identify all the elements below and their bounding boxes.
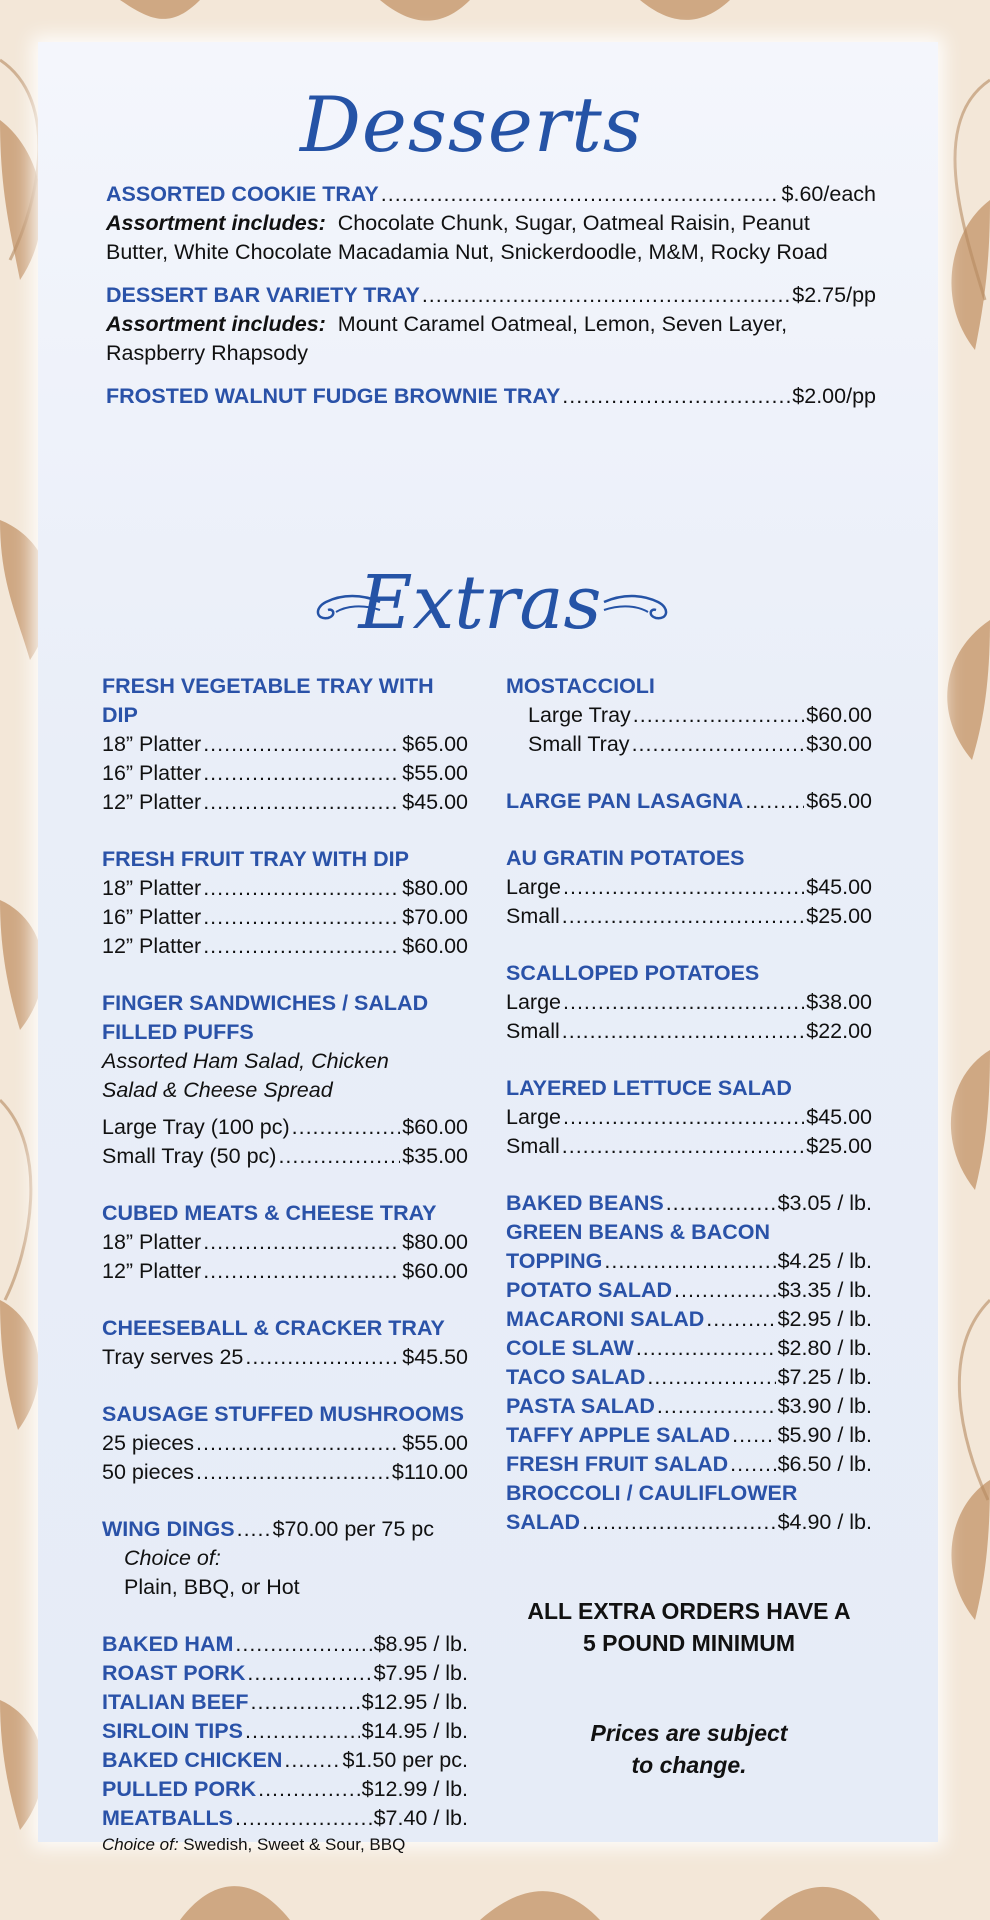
item-name: WING DINGS [102, 1517, 235, 1541]
leader-dots [381, 180, 780, 209]
section-title: FRESH VEGETABLE TRAY WITH DIP [102, 674, 434, 727]
row-price: $65.00 [402, 732, 468, 756]
dessert-item-bars [106, 281, 876, 310]
item-description [106, 209, 876, 267]
meat-row [102, 1630, 468, 1659]
meat-row [102, 1717, 468, 1746]
leader-dots [203, 1228, 400, 1257]
section-title: FRESH FRUIT TRAY WITH DIP [102, 847, 409, 871]
row-label: Large [506, 990, 561, 1014]
row-price: $45.00 [402, 790, 468, 814]
leader-dots [203, 932, 400, 961]
leader-dots [562, 1132, 804, 1161]
item-name: LARGE PAN LASAGNA [506, 789, 744, 813]
price-row [506, 1017, 872, 1046]
row-label: Large Tray (100 pc) [102, 1115, 290, 1139]
choice-label: Choice of: [124, 1546, 221, 1570]
leader-dots [203, 788, 400, 817]
leader-dots [247, 1659, 371, 1688]
item-price: $12.95 / lb. [361, 1690, 468, 1714]
section-title: SCALLOPED POTATOES [506, 961, 760, 985]
lasagna-row [506, 787, 872, 816]
section-title: AU GRATIN POTATOES [506, 846, 745, 870]
choice-options: Plain, BBQ, or Hot [124, 1575, 300, 1599]
dessert-item-brownie [106, 382, 876, 411]
minimum-line-2: 5 POUND MINIMUM [582, 1630, 796, 1656]
section-description: Assorted Ham Salad, Chicken [102, 1049, 389, 1073]
row-label: 12” Platter [102, 934, 202, 958]
item-price: $12.99 / lb. [361, 1777, 468, 1801]
leader-dots [203, 903, 400, 932]
row-price: $60.00 [402, 1259, 468, 1283]
price-row [102, 730, 468, 759]
row-label: Tray serves 25 [102, 1345, 244, 1369]
row-price: $60.00 [402, 1115, 468, 1139]
row-label: Large [506, 1105, 561, 1129]
leader-dots [563, 1103, 804, 1132]
salad-row [506, 1276, 872, 1305]
row-price: $55.00 [402, 1431, 468, 1455]
item-price: $.60/each [781, 182, 876, 206]
row-price: $22.00 [806, 1019, 872, 1043]
item-price: $2.75/pp [792, 283, 876, 307]
item-price: $65.00 [806, 789, 872, 813]
row-price: $60.00 [806, 703, 872, 727]
leader-dots [235, 1630, 371, 1659]
salad-row [506, 1189, 872, 1218]
row-label: 18” Platter [102, 1230, 202, 1254]
assortment-label: Assortment includes: [106, 211, 326, 235]
row-label: Small [506, 1019, 560, 1043]
leader-dots [422, 281, 790, 310]
desserts-section [106, 180, 876, 411]
section-title: CUBED MEATS & CHEESE TRAY [102, 1201, 437, 1225]
leader-dots [196, 1458, 390, 1487]
item-price: $2.00/pp [792, 384, 876, 408]
leader-dots [245, 1717, 360, 1746]
item-name: TACO SALAD [506, 1365, 646, 1389]
item-name: DESSERT BAR VARIETY TRAY [106, 283, 420, 307]
item-price: $7.40 / lb. [373, 1806, 468, 1830]
row-price: $55.00 [402, 761, 468, 785]
leader-dots [563, 988, 804, 1017]
row-label: 12” Platter [102, 1259, 202, 1283]
disclaimer-line-2: to change. [631, 1752, 747, 1778]
item-name: TAFFY APPLE SALAD [506, 1423, 731, 1447]
meat-row [102, 1746, 468, 1775]
leader-dots [196, 1429, 400, 1458]
price-row [506, 1132, 872, 1161]
salad-row [506, 1421, 872, 1450]
leader-dots [666, 1189, 776, 1218]
price-disclaimer [506, 1717, 872, 1781]
price-row [102, 1142, 468, 1171]
item-price: $8.95 / lb. [373, 1632, 468, 1656]
leader-dots [278, 1142, 400, 1171]
item-price: $3.05 / lb. [777, 1191, 872, 1215]
leader-dots [730, 1450, 775, 1479]
row-price: $70.00 [402, 905, 468, 929]
extras-right-column [506, 672, 872, 1781]
leader-dots [562, 902, 804, 931]
leader-dots [251, 1688, 360, 1717]
item-description [106, 310, 876, 368]
row-label: 16” Platter [102, 761, 202, 785]
item-name: POTATO SALAD [506, 1278, 673, 1302]
price-row [102, 874, 468, 903]
dessert-item-cookie [106, 180, 876, 209]
item-price: $6.50 / lb. [777, 1452, 872, 1476]
item-name: TOPPING [506, 1249, 603, 1273]
salad-row [506, 1363, 872, 1392]
row-price: $38.00 [806, 990, 872, 1014]
wing-dings-row [102, 1515, 468, 1544]
row-label: 50 pieces [102, 1460, 195, 1484]
item-name: ITALIAN BEEF [102, 1690, 249, 1714]
leader-dots [292, 1113, 401, 1142]
leader-dots [674, 1276, 776, 1305]
row-price: $60.00 [402, 934, 468, 958]
leader-dots [258, 1775, 360, 1804]
leader-dots [237, 1515, 271, 1544]
section-title: FILLED PUFFS [102, 1020, 254, 1044]
row-price: $80.00 [402, 876, 468, 900]
price-row [506, 873, 872, 902]
item-price: $1.50 per pc. [342, 1748, 468, 1772]
row-label: 16” Platter [102, 905, 202, 929]
section-title: MOSTACCIOLI [506, 674, 655, 698]
extras-left-column [102, 672, 468, 1857]
row-label: 18” Platter [102, 732, 202, 756]
row-label: 18” Platter [102, 876, 202, 900]
item-price: $70.00 per 75 pc [272, 1517, 434, 1541]
row-label: Small Tray [528, 732, 630, 756]
leader-dots [604, 1247, 775, 1276]
item-price: $2.95 / lb. [777, 1307, 872, 1331]
row-price: $30.00 [806, 732, 872, 756]
leader-dots [245, 1343, 400, 1372]
item-price: $7.25 / lb. [777, 1365, 872, 1389]
item-name: MEATBALLS [102, 1806, 233, 1830]
item-name: BAKED CHICKEN [102, 1748, 283, 1772]
item-price: $5.90 / lb. [777, 1423, 872, 1447]
leader-dots [633, 701, 804, 730]
row-label: Large Tray [528, 703, 631, 727]
minimum-notice [506, 1595, 872, 1659]
salad-row [506, 1508, 872, 1537]
item-price: $4.90 / lb. [777, 1510, 872, 1534]
leader-dots [562, 1017, 804, 1046]
row-price: $25.00 [806, 1134, 872, 1158]
row-price: $25.00 [806, 904, 872, 928]
item-name: BAKED BEANS [506, 1191, 664, 1215]
leader-dots [706, 1305, 775, 1334]
section-title: FINGER SANDWICHES / SALAD [102, 991, 429, 1015]
price-row [102, 1113, 468, 1142]
salad-row [506, 1334, 872, 1363]
item-name: MACARONI SALAD [506, 1307, 705, 1331]
leader-dots [636, 1334, 776, 1363]
row-label: Large [506, 875, 561, 899]
disclaimer-line-1: Prices are subject [590, 1720, 788, 1746]
item-price: $7.95 / lb. [373, 1661, 468, 1685]
leader-dots [203, 759, 400, 788]
leader-dots [203, 1257, 400, 1286]
item-name: PASTA SALAD [506, 1394, 655, 1418]
leader-dots [235, 1804, 372, 1833]
meat-row [102, 1804, 468, 1833]
leader-dots [203, 874, 400, 903]
assortment-label: Assortment includes: [106, 312, 326, 336]
price-row [102, 1458, 468, 1487]
leader-dots [632, 730, 805, 759]
item-name: PULLED PORK [102, 1777, 257, 1801]
price-row [102, 759, 468, 788]
extras-title: Extras [358, 560, 602, 646]
item-name: COLE SLAW [506, 1336, 634, 1360]
leader-dots [745, 787, 804, 816]
row-label: Small [506, 1134, 560, 1158]
leader-dots [562, 382, 790, 411]
meat-row [102, 1775, 468, 1804]
row-label: 12” Platter [102, 790, 202, 814]
item-name: FRESH FRUIT SALAD [506, 1452, 729, 1476]
item-name: BROCCOLI / CAULIFLOWER [506, 1481, 798, 1505]
row-price: $45.00 [806, 1105, 872, 1129]
item-price: $2.80 / lb. [777, 1336, 872, 1360]
row-price: $110.00 [391, 1460, 468, 1484]
item-price: $3.90 / lb. [777, 1394, 872, 1418]
row-label: Small [506, 904, 560, 928]
salad-row [506, 1305, 872, 1334]
row-price: $45.00 [806, 875, 872, 899]
row-label: Small Tray (50 pc) [102, 1144, 277, 1168]
price-row [102, 1228, 468, 1257]
price-row [506, 988, 872, 1017]
item-name: BAKED HAM [102, 1632, 234, 1656]
leader-dots [203, 730, 400, 759]
assortment-list: Chocolate Chunk, Sugar, Oatmeal Raisin, Peanut Butter, White Chocolate Macadamia Nut, Snickerdoodle, M&M, Rocky Road [106, 211, 828, 264]
row-price: $80.00 [402, 1230, 468, 1254]
price-row [102, 1257, 468, 1286]
price-row [102, 1429, 468, 1458]
choice-label: Choice of: [102, 1835, 179, 1854]
item-price: $14.95 / lb. [361, 1719, 468, 1743]
leader-dots [732, 1421, 775, 1450]
leader-dots [657, 1392, 776, 1421]
row-label: 25 pieces [102, 1431, 195, 1455]
price-row [506, 902, 872, 931]
assortment-list: Mount Caramel Oatmeal, Lemon, Seven Layer, Raspberry Rhapsody [106, 312, 788, 365]
item-name: SIRLOIN TIPS [102, 1719, 243, 1743]
section-title: SAUSAGE STUFFED MUSHROOMS [102, 1402, 464, 1426]
meat-row [102, 1659, 468, 1688]
item-price: $3.35 / lb. [777, 1278, 872, 1302]
price-row [506, 730, 872, 759]
desserts-title: Desserts [300, 80, 643, 169]
price-row [102, 903, 468, 932]
row-price: $45.50 [402, 1345, 468, 1369]
price-row [506, 1103, 872, 1132]
leader-dots [284, 1746, 340, 1775]
leader-dots [582, 1508, 776, 1537]
salad-row [506, 1450, 872, 1479]
price-row [506, 701, 872, 730]
salad-row [506, 1247, 872, 1276]
price-row [102, 932, 468, 961]
item-name: FROSTED WALNUT FUDGE BROWNIE TRAY [106, 384, 561, 408]
price-row [102, 1343, 468, 1372]
right-swirl-icon [602, 590, 672, 630]
item-price: $4.25 / lb. [777, 1249, 872, 1273]
price-row [102, 788, 468, 817]
section-description: Salad & Cheese Spread [102, 1078, 333, 1102]
section-title: LAYERED LETTUCE SALAD [506, 1076, 792, 1100]
choice-options: Swedish, Sweet & Sour, BBQ [183, 1835, 406, 1854]
item-name: ROAST PORK [102, 1661, 246, 1685]
item-name: GREEN BEANS & BACON [506, 1220, 770, 1244]
leader-dots [563, 873, 804, 902]
minimum-line-1: ALL EXTRA ORDERS HAVE A [527, 1598, 851, 1624]
row-price: $35.00 [402, 1144, 468, 1168]
section-title: CHEESEBALL & CRACKER TRAY [102, 1316, 445, 1340]
meat-row [102, 1688, 468, 1717]
item-name: SALAD [506, 1510, 581, 1534]
item-name: ASSORTED COOKIE TRAY [106, 182, 379, 206]
salad-row [506, 1392, 872, 1421]
meatball-choice [102, 1833, 468, 1857]
leader-dots [647, 1363, 775, 1392]
